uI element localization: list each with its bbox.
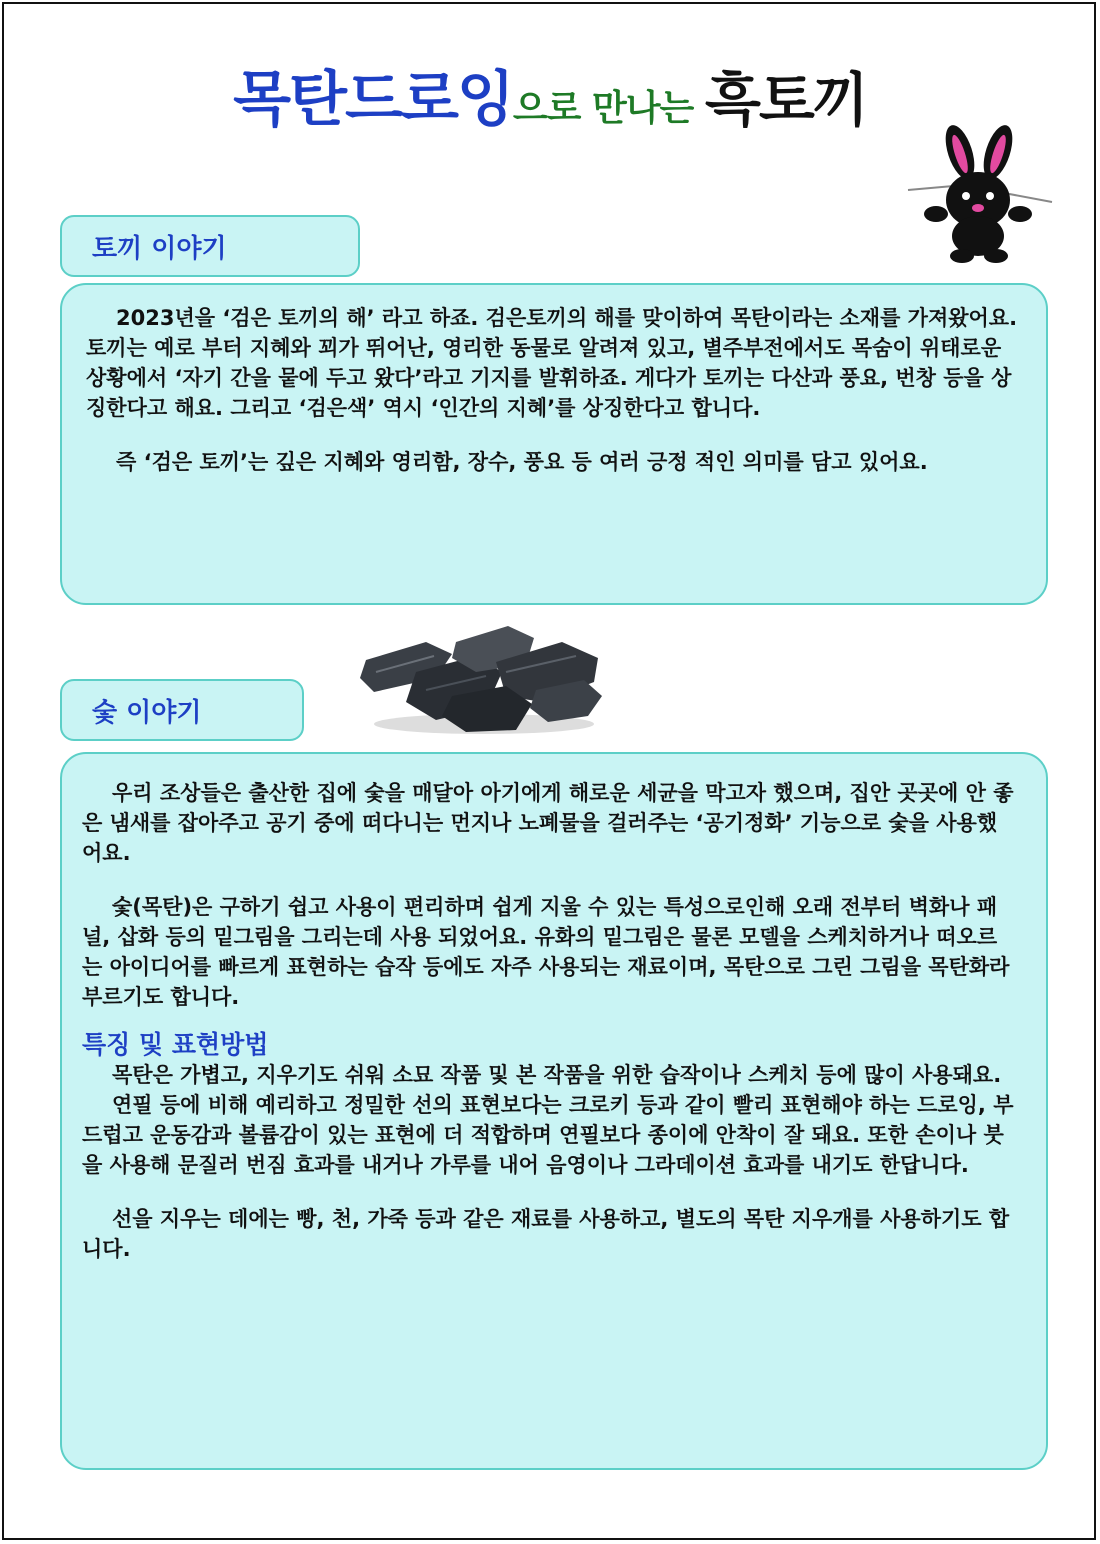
features-subheading: 특징 및 표현방법 [82, 1030, 269, 1059]
charcoal-pieces-icon [356, 612, 612, 740]
rabbit-story-paragraph-2: 즉 ‘검은 토끼’는 깊은 지혜와 영리함, 장수, 풍요 등 여러 긍정 적인 의미를 담고 있어요. [116, 450, 928, 474]
features-paragraph-2: 연필 등에 비해 예리하고 정밀한 선의 표현보다는 크로키 등과 같이 빨리 표현해야 하는 드로잉, 부드럽고 운동감과 볼륨감이 있는 표현에 더 적합하며 연필보다 종이에 안착이 잘 돼요. 또한 손이나 붓을 사용해 문질러 번짐 효과를 내거나 가루를 내어 음영이나 그라데이션 효과를 내기도 한답니다. [82, 1093, 1014, 1177]
charcoal-story-paragraph-1: 우리 조상들은 출산한 집에 숯을 매달아 아기에게 해로운 세균을 막고자 했으며, 집안 곳곳에 안 좋은 냄새를 잡아주고 공기 중에 떠다니는 먼지나 노폐물을 걸러주는 ‘공기정화’ 기능으로 숯을 사용했어요. [82, 781, 1014, 865]
section-heading-rabbit-story [60, 215, 360, 277]
section-heading-rabbit-story-label: 토끼 이야기 [92, 233, 227, 264]
section-heading-charcoal-story-label: 숯 이야기 [92, 697, 202, 728]
rabbit-story-paragraph-1: 2023년을 ‘검은 토끼의 해’ 라고 하죠. 검은토끼의 해를 맞이하여 목탄이라는 소재를 가져왔어요. 토끼는 예로 부터 지혜와 꾀가 뛰어난, 영리한 동물로 알려져 있고, 별주부전에서도 목숨이 위태로운 상황에서 ‘자기 간을 뭍에 두고 왔다’라고 기지를 발휘하죠. 게다가 토끼는 다산과 풍요, 번창 등을 상징한다고 해요. 그리고 ‘검은색’ 역시 ‘인간의 지혜’를 상징한다고 합니다. [86, 306, 1018, 420]
rabbit-story-box [60, 283, 1048, 605]
title-part-charcoal-drawing: 목탄드로잉 [233, 65, 513, 135]
title-part-black-rabbit: 흑토끼 [704, 66, 867, 134]
black-rabbit-icon [902, 124, 1062, 264]
features-paragraph-1: 목탄은 가볍고, 지우기도 쉬워 소묘 작품 및 본 작품을 위한 습작이나 스케치 등에 많이 사용돼요. [112, 1063, 1002, 1087]
charcoal-story-box [60, 752, 1048, 1470]
features-paragraph-3: 선을 지우는 데에는 빵, 천, 가죽 등과 같은 재료를 사용하고, 별도의 목탄 지우개를 사용하기도 합니다. [82, 1207, 1010, 1261]
title-part-meet: 으로 만나는 [512, 88, 705, 129]
section-heading-charcoal-story [60, 679, 304, 741]
charcoal-story-paragraph-2: 숯(목탄)은 구하기 쉽고 사용이 편리하며 쉽게 지울 수 있는 특성으로인해 오래 전부터 벽화나 패널, 삽화 등의 밑그림을 그리는데 사용 되었어요. 유화의 밑그림은 물론 모델을 스케치하거나 떠오르는 아이디어를 빠르게 표현하는 습작 등에도 자주 사용되는 재료이며, 목탄으로 그린 그림을 목탄화라 부르기도 합니다. [82, 895, 1010, 1009]
